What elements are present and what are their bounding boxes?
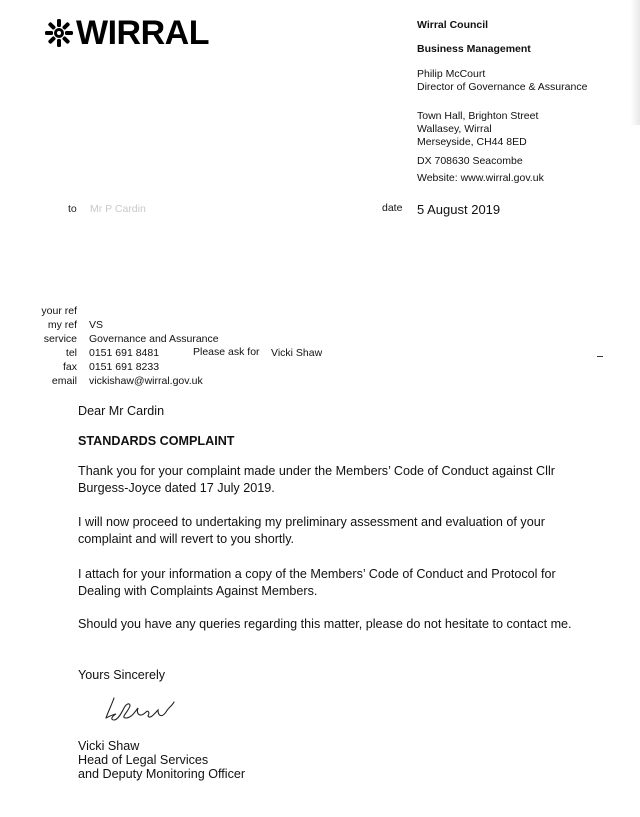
ask-for-label: Please ask for <box>193 346 260 358</box>
signer-title: and Deputy Monitoring Officer <box>78 767 246 781</box>
reference-block <box>40 304 219 388</box>
ref-label: tel <box>65 347 77 359</box>
date-value: 5 August 2019 <box>417 202 501 217</box>
date-label: date <box>382 202 403 214</box>
address-line: Merseyside, CH44 8ED <box>417 136 527 148</box>
salutation: Dear Mr Cardin <box>78 404 165 418</box>
ref-value: 0151 691 8481 <box>89 347 160 359</box>
paragraph: Thank you for your complaint made under the Members’ Code of Conduct against Cllr Burgess-Joyce dated 17 July 2019. <box>78 464 555 495</box>
address-block <box>417 110 538 149</box>
ref-label: your ref <box>41 305 77 317</box>
scrollbar-edge[interactable] <box>630 0 640 125</box>
sender-title: Director of Governance & Assurance <box>417 81 588 93</box>
ref-row-service <box>40 332 219 346</box>
website: Website: www.wirral.gov.uk <box>417 172 544 184</box>
sender-block <box>417 68 587 94</box>
ref-value: VS <box>89 319 104 331</box>
wirral-logo <box>44 15 244 51</box>
address-line: Town Hall, Brighton Street <box>417 110 539 122</box>
ref-value: Governance and Assurance <box>89 333 219 345</box>
ref-label: my ref <box>47 319 77 331</box>
logo-text: WIRRAL <box>76 14 209 52</box>
ref-label: fax <box>62 361 77 373</box>
ref-row-email <box>40 374 219 388</box>
handwritten-signature <box>100 690 185 726</box>
council-name: Wirral Council <box>417 19 489 31</box>
ref-label: email <box>51 375 77 387</box>
ref-row-tel <box>40 346 219 360</box>
to-value: Mr P Cardin <box>90 203 146 215</box>
sender-name: Philip McCourt <box>417 68 486 80</box>
ref-label: service <box>43 333 77 345</box>
signer-block <box>78 739 578 781</box>
letter-subject: STANDARDS COMPLAINT <box>78 434 235 448</box>
paragraph: Should you have any queries regarding this matter, please do not hesitate to contact me. <box>78 617 572 631</box>
closing: Yours Sincerely <box>78 668 166 682</box>
ref-row-fax <box>40 360 219 374</box>
ref-value: vickishaw@wirral.gov.uk <box>89 375 203 387</box>
wirral-emblem-icon <box>44 18 74 48</box>
address-line: Wallasey, Wirral <box>417 123 492 135</box>
signer-title: Head of Legal Services <box>78 753 209 767</box>
signer-name: Vicki Shaw <box>78 739 140 753</box>
department-name: Business Management <box>417 43 531 55</box>
ask-for-value: Vicki Shaw <box>271 347 323 359</box>
to-label: to <box>68 203 77 215</box>
ref-row-my-ref <box>40 318 219 332</box>
divider-mark <box>597 356 603 357</box>
ref-row-your-ref <box>40 304 219 318</box>
paragraph: I attach for your information a copy of the Members’ Code of Conduct and Protocol for Dealing with Complaints Against Members. <box>78 567 556 598</box>
ref-value: 0151 691 8233 <box>89 361 160 373</box>
paragraph: I will now proceed to undertaking my preliminary assessment and evaluation of your complaint and will revert to you shortly. <box>78 515 545 546</box>
dx-number: DX 708630 Seacombe <box>417 155 523 167</box>
